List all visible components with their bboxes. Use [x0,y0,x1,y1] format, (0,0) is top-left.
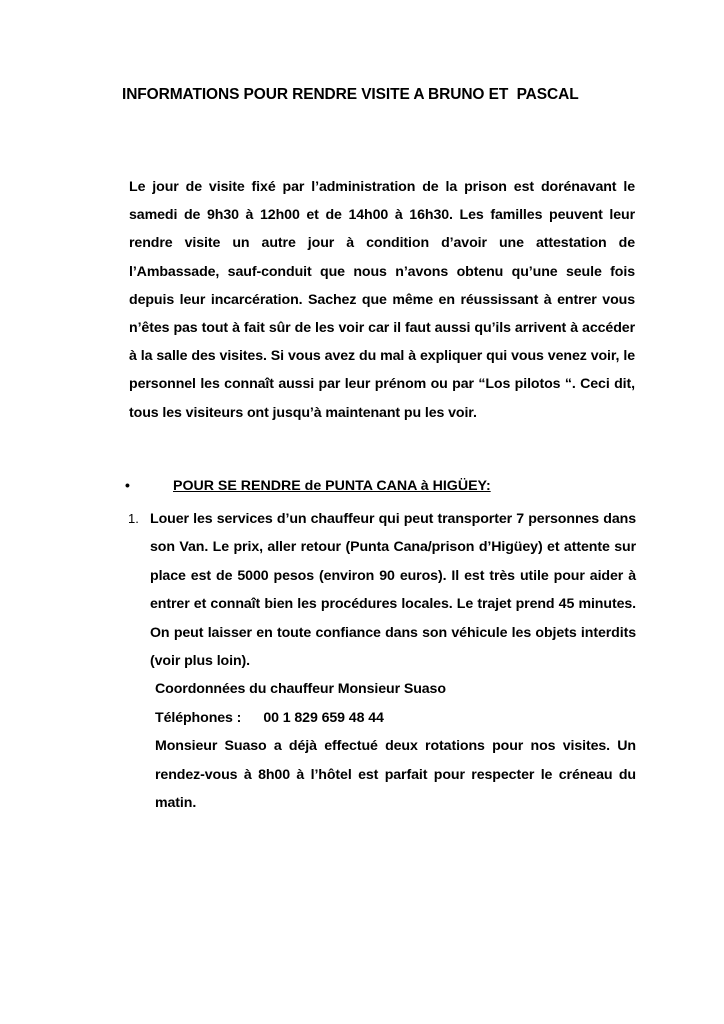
document-title: INFORMATIONS POUR RENDRE VISITE A BRUNO ET PASCAL [122,86,579,103]
phone-line [150,704,636,732]
phone-number: 00 1 829 659 48 44 [263,709,384,726]
bullet-icon: • [125,477,130,493]
list-item-number: 1. [128,511,139,526]
driver-label: Coordonnées du chauffeur Monsieur Suaso [155,681,446,698]
item-note: Monsieur Suaso a déjà effectué deux rotations pour nos visites. Un rendez-vous à 8h00 à l’hôtel est parfait pour respecter le créneau du matin. [155,738,636,812]
item-main-text: Louer les services d’un chauffeur qui peut transporter 7 personnes dans son Van. Le prix, aller retour (Punta Cana/prison d’Higüey) et attente sur place est de 5000 pesos (environ 90 euros). Il est très utile pour aider à entrer et connaît bien les procédures locales. Le trajet prend 45 minutes. On peut laisser en toute confiance dans son véhicule les objets interdits (voir plus loin). [150,511,636,670]
phone-label: Téléphones : [155,709,242,726]
section-heading: POUR SE RENDRE de PUNTA CANA à HIGÜEY: [173,478,491,494]
intro-paragraph: Le jour de visite fixé par l’administration de la prison est dorénavant le samedi de 9h30 à 12h00 et de 14h00 à 16h30. Les familles peuvent leur rendre visite un autre jour à condition d’avoir une attestation de l’Ambassade, sauf-conduit que nous n’avons obtenu qu’une seule fois depuis leur incarcération. Sachez que même en réussissant à entrer vous n’êtes pas tout à fait sûr de les voir car il faut aussi qu’ils arrivent à accéder à la salle des visites. Si vous avez du mal à expliquer qui vous venez voir, le personnel les connaît aussi par leur prénom ou par “Los pilotos “. Ceci dit, tous les visiteurs ont jusqu’à maintenant pu les voir. [129,179,635,421]
list-item [150,505,636,817]
